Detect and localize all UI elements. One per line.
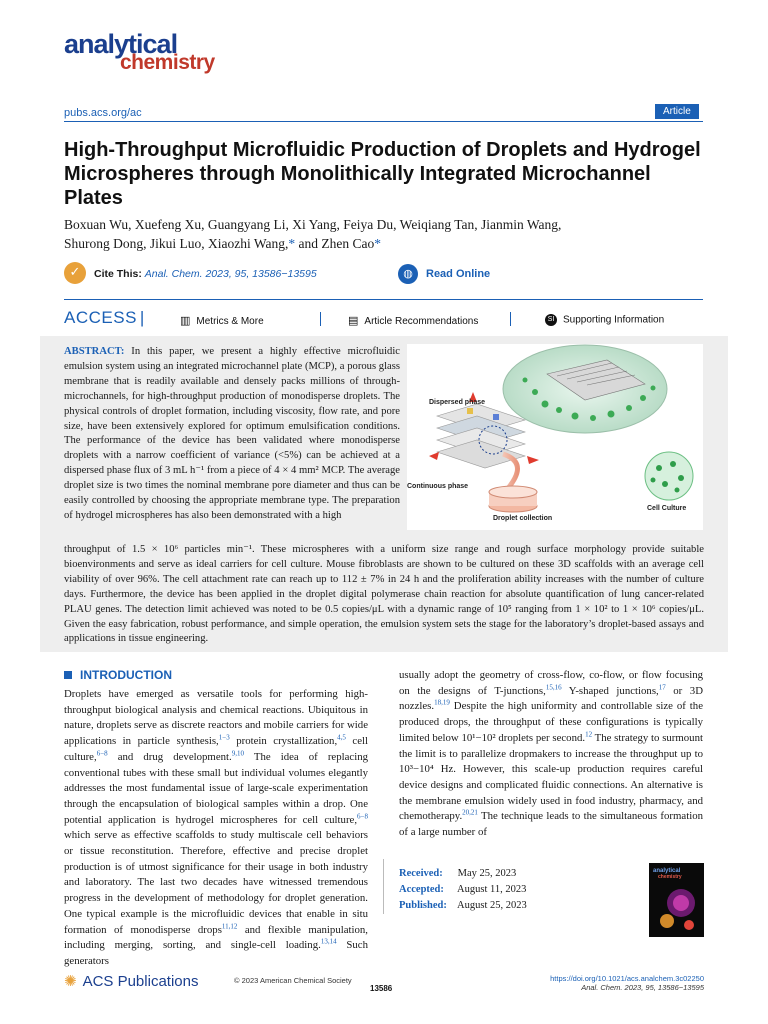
cite-reference[interactable]: Anal. Chem. 2023, 95, 13586−13595 bbox=[144, 268, 317, 280]
cell-culture-label: Cell Culture bbox=[647, 505, 687, 512]
received-row bbox=[399, 866, 527, 882]
citation-ref[interactable]: 18,19 bbox=[434, 698, 450, 707]
citation-ref[interactable]: 6−8 bbox=[357, 812, 368, 821]
supporting-label: Supporting Information bbox=[563, 314, 665, 326]
publisher-name: ACS Publications bbox=[82, 973, 199, 990]
citation-ref[interactable]: 11,12 bbox=[221, 921, 238, 930]
globe-icon: ◍ bbox=[398, 264, 418, 284]
intro-text-run: cell culture, bbox=[64, 735, 368, 763]
journal-logo-analytical: analytical bbox=[64, 29, 178, 59]
abstract-part1: In this paper, we present a highly effective microfluidic emulsion system using an integrated microchannel plate (MCP), a porous glass membrane that is readily available and densely packs millions of through-microchannels, for high-throughput production of monodisperse droplets. The physical controls of droplet formation, including viscosity, flow rate, and pore size, have been extensively explored for optimum emulsification conditions. The performance of the device has been validated where monodisperse droplets with a narrow coefficient of variance (<5%) can be achieved at a dispersed phase flux of 3 mL h⁻¹ from a piece of 4 × 4 mm² MCP. The average droplet size is two times the nominal membrane pore diameter and thus can be easily controlled by choosing the appropriate membrane type. The preparation of hydrogel microspheres has also been demonstrated with a high bbox=[64, 346, 400, 521]
acs-publications-logo[interactable] bbox=[64, 972, 198, 990]
cover-title-1: analytical bbox=[653, 868, 681, 874]
article-type-badge: Article bbox=[655, 104, 699, 119]
supporting-information-link[interactable] bbox=[545, 314, 664, 326]
citation-ref[interactable]: 17 bbox=[658, 683, 666, 692]
read-online-link[interactable]: Read Online bbox=[426, 268, 491, 280]
intro-column-right bbox=[399, 668, 703, 841]
intro-text-run: Droplets have emerged as versatile tools for performing high-throughput biological analysis and chemical reactions. Ubiquitous in nature, droplets serve as discrete reactors and mobile carriers for wide applications in particle synthesis, bbox=[64, 688, 368, 748]
intro-text-run: or 3D nozzles. bbox=[399, 684, 703, 713]
received-label: Received: bbox=[399, 868, 443, 879]
journal-cover-image[interactable] bbox=[649, 863, 704, 937]
intro-text-run: and flexible manipulation, including merging, sorting, and single-cell loading. bbox=[64, 923, 368, 952]
intro-text-run: Despite the high uniformity and controllable size of the produced drops, the throughput of these configurations is typically limited below 10¹−10² droplets per second. bbox=[399, 700, 703, 744]
acs-logo-icon: ✺ bbox=[64, 972, 77, 990]
published-label: Published: bbox=[399, 900, 447, 911]
dispersed-phase-label: Dispersed phase bbox=[429, 399, 486, 406]
abstract-text-lower: throughput of 1.5 × 10⁶ particles min⁻¹. These microspheres with a uniform size range and rough surface morphology provide suitable bioenvironments and serve as ideal carriers for cell culture. Mouse fibroblasts are shown to be cultured on these 3D scaffolds with an average cell viability of over 96%. The cell attachment rate can reach up to 112 ± 7% in 24 h and the proliferation ability increases with the number of culture days. Furthermore, the device has been applied in the droplet digital polymerase chain reaction for absolute quantification of lung cancer-related PLAU genes. The detection limit achieved was noted to be 0.5 copies/μL with a dynamic range of 10⁵ ranging from 1 × 10² to 1 × 10⁶ copies/μL. Given the easy fabrication, robust performance, and simple operation, the emulsion system sets the stage for the laboratory’s droplet-based assays and applications in tissue engineering. bbox=[64, 544, 704, 645]
authors-line-2 bbox=[64, 234, 714, 253]
intro-text-run: which serve as effective scaffolds to study multiscale cell behaviors or tissue reconstitution. Therefore, effective and precise droplet production is of utmost significance for their usage in both industry and laboratory. The last two decades have witnessed tremendous progress in the development of methodology for droplet generation. One typical example is the microfluidic devices that enable in situ formation of monodisperse drops bbox=[64, 829, 368, 936]
access-label-text: ACCESS bbox=[64, 308, 137, 327]
continuous-phase-label: Continuous phase bbox=[407, 483, 469, 490]
journal-logo-chemistry: chemistry bbox=[120, 51, 215, 74]
page-number: 13586 bbox=[370, 984, 393, 993]
dates-divider bbox=[383, 859, 384, 914]
intro-text-run: The strategy to surmount the limit is to parallelize dropmakers to increase the throughput up to 10³−10⁴ Hz. However, this scale-up production requires careful device designs and complicated fluidic connections. An alternative is the membrane emulsion widely used in food industry, pharmacy, and chemotherapy. bbox=[399, 731, 703, 823]
intro-text-run: Such generators bbox=[64, 939, 368, 967]
metrics-more-link[interactable] bbox=[180, 314, 264, 327]
footer-doi bbox=[540, 974, 704, 992]
citation-ref[interactable]: 12 bbox=[585, 730, 593, 739]
citation-ref[interactable]: 4,5 bbox=[337, 733, 346, 742]
section-heading-introduction bbox=[64, 668, 172, 682]
toc-graphic-svg bbox=[407, 344, 703, 530]
received-date: May 25, 2023 bbox=[457, 868, 517, 879]
bar-chart-icon: ▥ bbox=[180, 314, 191, 327]
article-list-icon: ▤ bbox=[348, 314, 359, 327]
cell-culture-sphere bbox=[645, 452, 693, 500]
citation-ref[interactable]: 6−8 bbox=[96, 749, 108, 758]
check-badge-icon: ✓ bbox=[64, 262, 86, 284]
citation-ref[interactable]: 13,14 bbox=[320, 937, 337, 946]
abstract-label: ABSTRACT: bbox=[64, 346, 125, 357]
citation-ref[interactable]: 1−3 bbox=[218, 733, 230, 742]
access-separator bbox=[320, 312, 321, 326]
published-row bbox=[399, 898, 527, 914]
doi-link[interactable]: https://doi.org/10.1021/acs.analchem.3c02250 bbox=[550, 974, 704, 983]
header-divider bbox=[64, 121, 703, 122]
access-label: ACCESS | bbox=[64, 308, 145, 327]
article-recommendations-link[interactable] bbox=[348, 314, 478, 327]
intro-text-run: and drug development. bbox=[107, 750, 232, 763]
accepted-label: Accepted: bbox=[399, 884, 444, 895]
intro-column-left bbox=[64, 687, 368, 970]
access-separator bbox=[510, 312, 511, 326]
si-icon: SI bbox=[545, 314, 557, 326]
cite-label: Cite This: bbox=[94, 268, 142, 280]
section-marker-icon bbox=[64, 671, 72, 679]
recommendations-label: Article Recommendations bbox=[364, 316, 479, 327]
intro-heading-text: INTRODUCTION bbox=[80, 668, 172, 682]
collection-dish bbox=[489, 486, 537, 512]
journal-url-link[interactable]: pubs.acs.org/ac bbox=[64, 107, 142, 119]
article-title: High-Throughput Microfluidic Production of Droplets and Hydrogel Microspheres through Monolithically Integrated Microchannel Plates bbox=[64, 139, 701, 209]
intro-text-run: The technique leads to the simultaneous formation of a large number of bbox=[399, 810, 703, 839]
toc-graphic bbox=[407, 344, 703, 530]
corresponding-author-star[interactable]: * bbox=[288, 236, 296, 251]
copyright-notice: © 2023 American Chemical Society bbox=[234, 976, 352, 985]
metrics-label: Metrics & More bbox=[196, 316, 264, 327]
authors-line-2-b: and Zhen Cao bbox=[295, 236, 375, 251]
cite-this[interactable] bbox=[94, 268, 317, 280]
cite-divider bbox=[64, 299, 703, 300]
accepted-date: August 11, 2023 bbox=[457, 884, 527, 895]
published-date: August 25, 2023 bbox=[457, 900, 527, 911]
author-list bbox=[64, 215, 714, 253]
accepted-row bbox=[399, 882, 527, 898]
authors-line-1: Boxuan Wu, Xuefeng Xu, Guangyang Li, Xi Yang, Feiya Du, Weiqiang Tan, Jianmin Wang, bbox=[64, 217, 562, 232]
cover-title-2: chemistry bbox=[658, 874, 682, 880]
corresponding-author-star-2[interactable]: * bbox=[374, 236, 382, 251]
intro-text-run: The idea of replacing conventional tubes with these small but individual volumes elegantly addresses the most fundamental issue of large-scale experimentation through the encapsulation of biological samples within a drop. One potential application is hydrogel microspheres for cell culture, bbox=[64, 750, 368, 826]
authors-line-2-a: Shurong Dong, Jikui Luo, Xiaozhi Wang, bbox=[64, 236, 289, 251]
cover-art bbox=[649, 863, 704, 937]
footer-citation: Anal. Chem. 2023, 95, 13586−13595 bbox=[581, 983, 704, 992]
intro-text-run: protein crystallization, bbox=[229, 735, 338, 748]
droplet-collection-label: Droplet collection bbox=[493, 515, 553, 522]
citation-ref[interactable]: 15,16 bbox=[545, 683, 562, 692]
intro-text-run: Y-shaped junctions, bbox=[561, 684, 659, 697]
citation-ref[interactable]: 20,21 bbox=[462, 808, 478, 817]
abstract-text-upper bbox=[64, 345, 400, 524]
citation-ref[interactable]: 9,10 bbox=[231, 749, 244, 758]
intro-text-run: usually adopt the geometry of cross-flow, co-flow, or flow focusing on the designs of T-junctions, bbox=[399, 669, 703, 697]
publication-dates bbox=[399, 866, 527, 914]
